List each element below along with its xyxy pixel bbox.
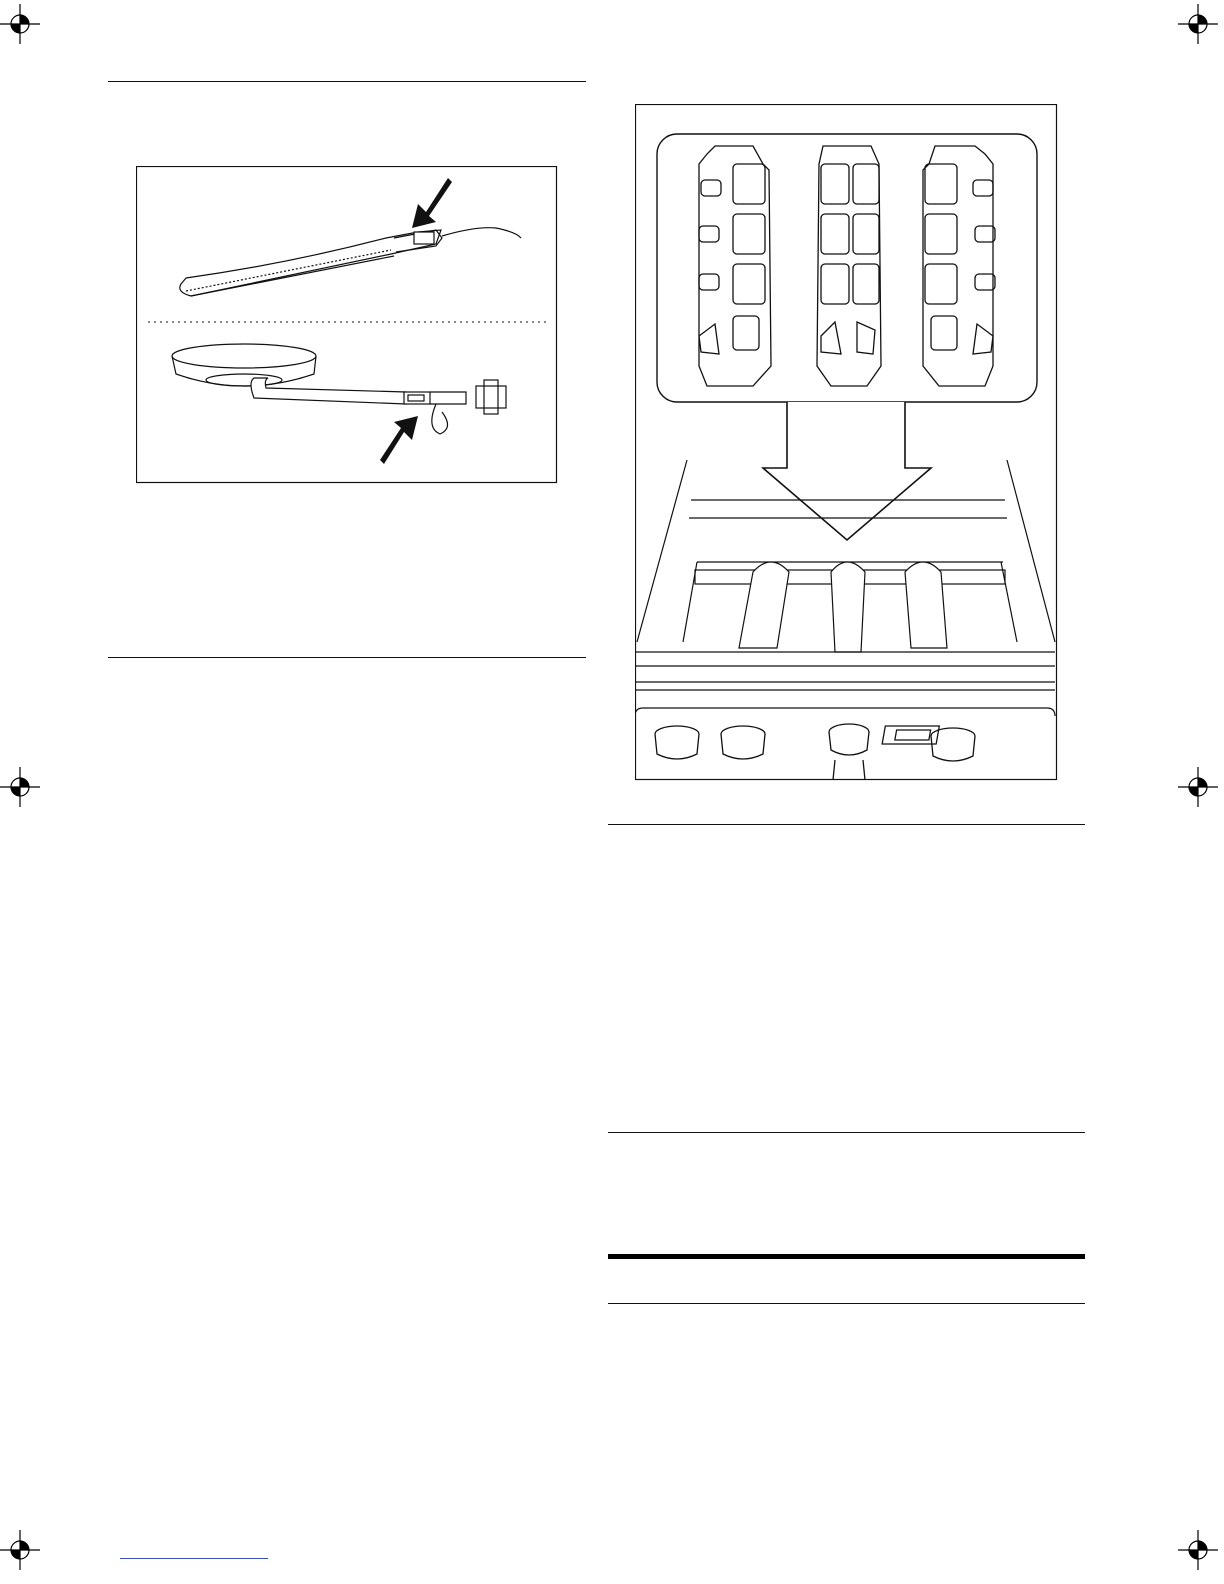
section-rule-right-1	[608, 824, 1085, 825]
footer-link-underline[interactable]	[120, 1558, 268, 1559]
registration-mark-mid-right	[1178, 767, 1218, 807]
section-rule-left-top	[108, 81, 586, 82]
section-rule-right-3	[608, 1303, 1085, 1304]
section-rule-right-heavy	[608, 1254, 1085, 1259]
registration-mark-mid-left	[0, 767, 40, 807]
control-knob-icon	[829, 724, 869, 755]
flavorizer-bar-icon	[699, 146, 771, 386]
registration-mark-top-left	[0, 4, 40, 44]
section-rule-left-mid	[108, 657, 586, 658]
registration-mark-bottom-right	[1178, 1530, 1218, 1570]
registration-mark-bottom-left	[0, 1530, 40, 1570]
registration-mark-top-right	[1178, 4, 1218, 44]
flavorizer-bar-icon	[923, 146, 995, 386]
burner-figure	[136, 166, 558, 484]
section-rule-right-2	[608, 1132, 1085, 1133]
flavorizer-figure	[635, 104, 1058, 781]
flavorizer-bar-icon	[817, 146, 881, 386]
control-knob-icon	[655, 726, 699, 759]
control-knob-icon	[721, 726, 765, 759]
